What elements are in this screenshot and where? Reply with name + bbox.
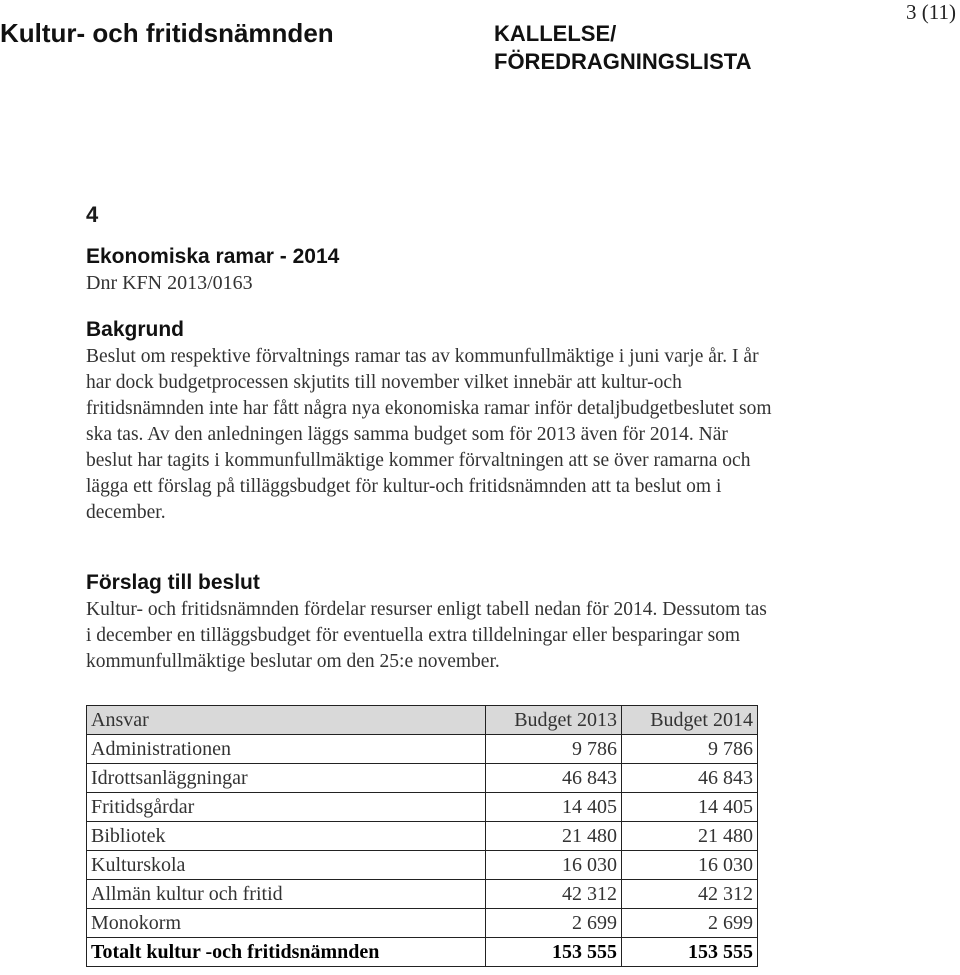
cell-budget-2013: 14 405 [486,793,622,822]
cell-budget-2013: 16 030 [486,851,622,880]
cell-budget-2014: 2 699 [622,909,758,938]
document-type-line-2: FÖREDRAGNINGSLISTA [494,49,752,74]
total-budget-2013: 153 555 [486,938,622,967]
document-type-line-1: KALLELSE/ [494,21,617,46]
cell-ansvar: Fritidsgårdar [87,793,486,822]
background-text: Beslut om respektive förvaltnings ramar tas av kommunfullmäktige i juni varje år. I år har dock budgetprocessen skjutits till november vilket innebär att kultur-och fritidsnämnden inte har fått några nya ekonomiska ramar inför detaljbudgetbeslutet som ska tas. Av den anledningen läggs samma budget som för 2013 även för 2014. När beslut har tagits i kommunfullmäktige kommer förvaltningen att se över ramarna och lägga ett förslag på tilläggsbudget för kultur-och fritidsnämnden att ta beslut om i december. [86,346,772,523]
cell-ansvar: Administrationen [87,735,486,764]
table-row [87,909,758,938]
cell-budget-2014: 42 312 [622,880,758,909]
item-title: Ekonomiska ramar - 2014 [86,245,340,268]
cell-budget-2014: 14 405 [622,793,758,822]
column-header-ansvar: Ansvar [87,706,486,735]
column-header-budget-2013: Budget 2013 [486,706,622,735]
cell-ansvar: Kulturskola [87,851,486,880]
table-row [87,822,758,851]
page-number: 3 (11) [906,0,956,24]
cell-ansvar: Idrottsanläggningar [87,764,486,793]
cell-budget-2013: 42 312 [486,880,622,909]
table-total-row [87,938,758,967]
table-header-row [87,706,758,735]
cell-budget-2014: 21 480 [622,822,758,851]
table-row [87,764,758,793]
cell-ansvar: Bibliotek [87,822,486,851]
cell-budget-2014: 46 843 [622,764,758,793]
proposal-text: Kultur- och fritidsnämnden fördelar resurser enligt tabell nedan för 2014. Dessutom tas i december en tilläggsbudget för eventuella extra tilldelningar eller besparingar som kommunfullmäktige beslutar om den 25:e november. [86,599,767,672]
item-number: 4 [86,202,99,227]
total-budget-2014: 153 555 [622,938,758,967]
column-header-budget-2014: Budget 2014 [622,706,758,735]
cell-budget-2013: 9 786 [486,735,622,764]
cell-budget-2013: 46 843 [486,764,622,793]
registration-number: Dnr KFN 2013/0163 [86,272,253,294]
cell-budget-2014: 9 786 [622,735,758,764]
organization-name: Kultur- och fritidsnämnden [0,18,334,48]
document-type [494,20,751,76]
table-row [87,793,758,822]
cell-ansvar: Allmän kultur och fritid [87,880,486,909]
cell-budget-2013: 2 699 [486,909,622,938]
background-heading: Bakgrund [86,318,185,341]
table-row [87,735,758,764]
cell-ansvar: Monokorm [87,909,486,938]
proposal-heading: Förslag till beslut [86,571,260,594]
total-label: Totalt kultur -och fritidsnämnden [87,938,486,967]
table-row [87,851,758,880]
cell-budget-2014: 16 030 [622,851,758,880]
budget-table [86,705,758,967]
table-row [87,880,758,909]
cell-budget-2013: 21 480 [486,822,622,851]
